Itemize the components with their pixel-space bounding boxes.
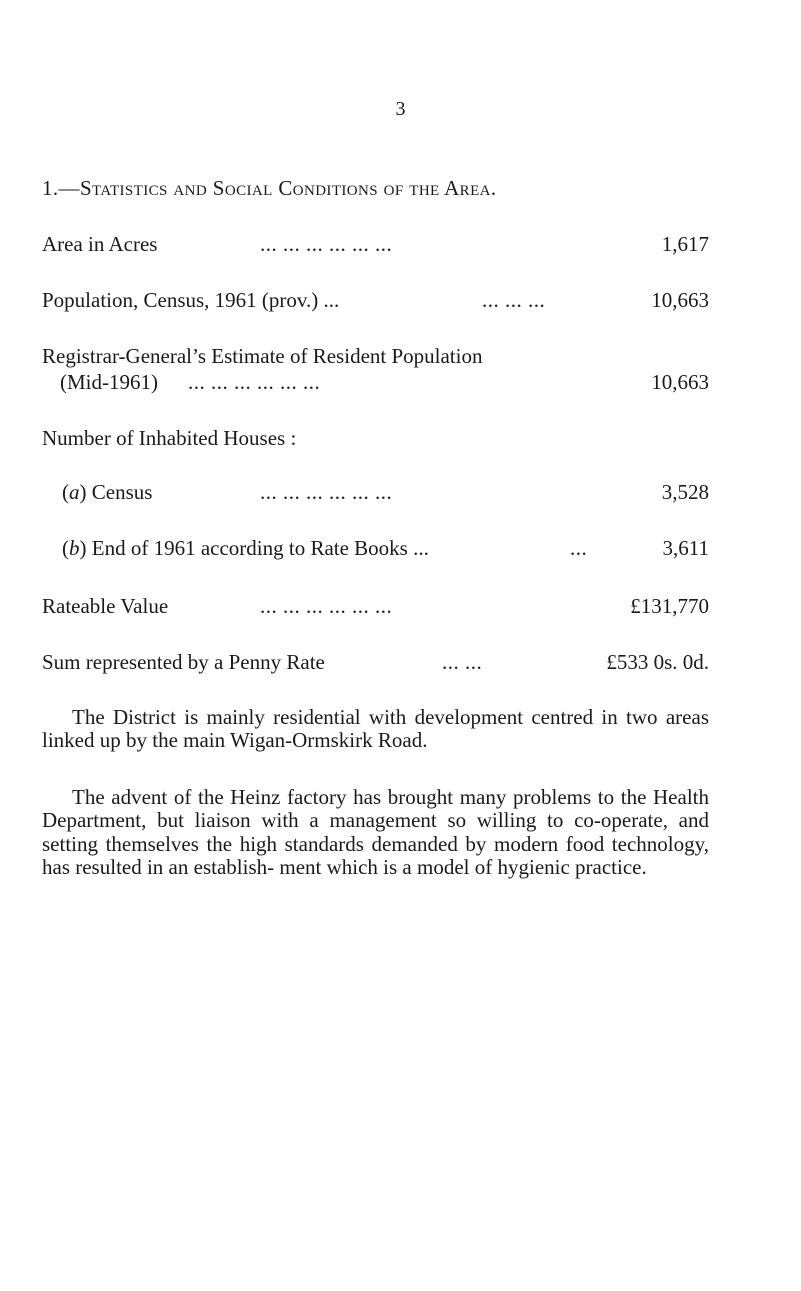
stat-value: 10,663 — [651, 370, 709, 394]
stat-label: Rateable Value — [42, 594, 169, 618]
leader-dots: ... ... — [442, 650, 483, 674]
leader-dots: ... ... ... ... ... ... — [260, 232, 393, 256]
houses-heading: Number of Inhabited Houses : — [42, 426, 297, 450]
paragraph-heinz — [42, 786, 709, 879]
section-heading: 1.—Statistics and Social Conditions of the Area. — [42, 176, 497, 200]
stat-value: 3,528 — [661, 480, 709, 504]
stat-value: £533 0s. 0d. — [606, 650, 709, 674]
stat-value: 10,663 — [651, 288, 709, 312]
stat-label: Population, Census, 1961 (prov.) ... — [42, 288, 340, 312]
stat-value: 1,617 — [661, 232, 709, 256]
paragraph-text: The District is mainly residential with development centred in two areas linked up by the main Wigan-Ormskirk Road. — [42, 705, 709, 753]
page-number: 3 — [395, 98, 406, 120]
stat-value: 3,611 — [662, 536, 709, 560]
stat-label: (b) End of 1961 according to Rate Books ... — [62, 536, 429, 560]
leader-dots: ... ... ... — [482, 288, 546, 312]
stat-label: Sum represented by a Penny Rate — [42, 650, 325, 674]
stat-label: (a) Census — [62, 480, 153, 504]
paragraph-district — [42, 706, 709, 753]
leader-dots: ... ... ... ... ... ... — [260, 594, 393, 618]
leader-dots: ... — [570, 536, 588, 560]
leader-dots: ... ... ... ... ... ... — [260, 480, 393, 504]
stat-registrar-estimate-label: Registrar-General’s Estimate of Resident Population — [42, 344, 483, 368]
stat-label: Area in Acres — [42, 232, 158, 256]
stat-label: (Mid-1961) — [60, 370, 158, 394]
paragraph-text: The advent of the Heinz factory has brought many problems to the Health Department, but liaison with a management so willing to co-operate, and setting themselves the high standards demanded by modern food technology, has resulted in an establish- ment which is a model of hygienic practice. — [42, 785, 709, 879]
leader-dots: ... ... ... ... ... ... — [188, 370, 321, 394]
stat-value: £131,770 — [630, 594, 709, 618]
